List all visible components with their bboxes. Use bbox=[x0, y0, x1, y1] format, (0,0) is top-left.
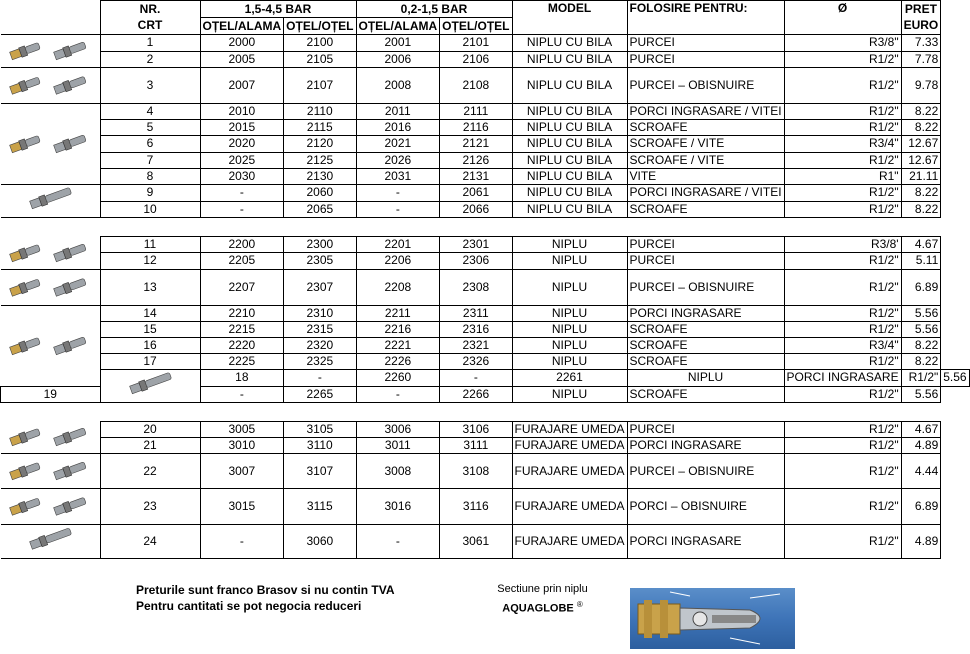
code-otel-otel-high: 2105 bbox=[284, 51, 356, 68]
usage-cell: SCROAFE bbox=[627, 353, 784, 369]
code-otel-otel-high: 2120 bbox=[284, 136, 356, 152]
code-otel-otel-high: 3060 bbox=[284, 525, 356, 559]
section-caption-brand: AQUAGLOBE bbox=[502, 602, 574, 615]
diameter-cell: R1/2" bbox=[784, 120, 901, 136]
model-cell: NIPLU bbox=[627, 369, 784, 386]
product-image-icon bbox=[1, 237, 101, 270]
code-otel-alama-high: - bbox=[200, 185, 284, 202]
header-sub-otel-alama-high: OȚEL/ALAMA bbox=[200, 18, 284, 35]
row-nr: 14 bbox=[100, 305, 200, 321]
code-otel-alama-low: 2031 bbox=[356, 168, 440, 184]
usage-cell: PORCI – OBISNUIRE bbox=[627, 489, 784, 525]
code-otel-alama-high: 2010 bbox=[200, 104, 284, 120]
code-otel-alama-low: 2221 bbox=[356, 337, 440, 353]
table-row bbox=[1, 35, 970, 52]
diameter-cell: R1/2" bbox=[784, 185, 901, 202]
code-otel-otel-low: 2116 bbox=[440, 120, 512, 136]
code-otel-otel-high: 2325 bbox=[284, 353, 356, 369]
nipple-section-image bbox=[630, 588, 795, 649]
table-row bbox=[1, 68, 970, 104]
code-otel-alama-low: 2026 bbox=[356, 152, 440, 168]
code-otel-alama-low: 2226 bbox=[356, 353, 440, 369]
table-row bbox=[1, 437, 970, 453]
diameter-cell: R1/2" bbox=[784, 305, 901, 321]
diameter-cell: R1/2" bbox=[784, 51, 901, 68]
model-cell: NIPLU CU BILA bbox=[512, 201, 627, 218]
price-cell: 8.22 bbox=[901, 104, 941, 120]
code-otel-alama-high: 2025 bbox=[200, 152, 284, 168]
code-otel-alama-high: 2205 bbox=[200, 253, 284, 269]
code-otel-alama-high: 2007 bbox=[200, 68, 284, 104]
usage-cell: PORCI INGRASARE / VITEI bbox=[627, 185, 784, 202]
price-cell: 5.56 bbox=[901, 386, 941, 402]
code-otel-otel-low: 2126 bbox=[440, 152, 512, 168]
code-otel-alama-high: 2210 bbox=[200, 305, 284, 321]
usage-cell: VITE bbox=[627, 168, 784, 184]
price-cell: 7.78 bbox=[901, 51, 941, 68]
code-otel-alama-low: 2211 bbox=[356, 305, 440, 321]
table-row bbox=[1, 321, 970, 337]
code-otel-otel-low: 2131 bbox=[440, 168, 512, 184]
row-nr: 20 bbox=[100, 421, 200, 437]
product-image-icon bbox=[1, 454, 101, 489]
row-nr: 6 bbox=[100, 136, 200, 152]
code-otel-otel-high: 2110 bbox=[284, 104, 356, 120]
diameter-cell: R1/2" bbox=[784, 353, 901, 369]
code-otel-alama-high: - bbox=[200, 525, 284, 559]
usage-cell: PORCI INGRASARE bbox=[627, 305, 784, 321]
code-otel-alama-low: 2208 bbox=[356, 269, 440, 305]
code-otel-otel-high: 2107 bbox=[284, 68, 356, 104]
code-otel-otel-low: 3111 bbox=[440, 437, 512, 453]
diameter-cell: R1/2" bbox=[784, 321, 901, 337]
row-nr: 24 bbox=[100, 525, 200, 559]
price-cell: 12.67 bbox=[901, 136, 941, 152]
header-folosire: FOLOSIRE PENTRU: bbox=[627, 1, 784, 35]
usage-cell: PORCI INGRASARE / VITEI bbox=[627, 104, 784, 120]
code-otel-otel-high: 2265 bbox=[284, 386, 356, 402]
price-note bbox=[136, 582, 395, 614]
diameter-cell: R1/2" bbox=[784, 152, 901, 168]
model-cell: NIPLU bbox=[512, 237, 627, 253]
code-otel-alama-high: 2207 bbox=[200, 269, 284, 305]
price-cell: 4.67 bbox=[901, 421, 941, 437]
table-row bbox=[1, 201, 970, 218]
table-row bbox=[1, 253, 970, 269]
code-otel-otel-high: 2300 bbox=[284, 237, 356, 253]
price-cell: 5.56 bbox=[901, 321, 941, 337]
product-image-icon bbox=[1, 421, 101, 454]
table-row bbox=[1, 305, 970, 321]
price-cell: 4.89 bbox=[901, 525, 941, 559]
product-image-icon bbox=[100, 369, 200, 402]
code-otel-alama-high: 2015 bbox=[200, 120, 284, 136]
price-cell: 8.22 bbox=[901, 201, 941, 218]
diameter-cell: R1" bbox=[784, 168, 901, 184]
code-otel-otel-low: 2306 bbox=[440, 253, 512, 269]
diameter-cell: R3/8' bbox=[784, 237, 901, 253]
section-gap bbox=[1, 218, 970, 237]
code-otel-alama-high: 2030 bbox=[200, 168, 284, 184]
model-cell: FURAJARE UMEDA bbox=[512, 489, 627, 525]
table-row bbox=[1, 168, 970, 184]
model-cell: NIPLU CU BILA bbox=[512, 35, 627, 52]
section-caption-line1: Sectiune prin niplu bbox=[497, 583, 588, 595]
model-cell: NIPLU CU BILA bbox=[512, 168, 627, 184]
usage-cell: SCROAFE / VITE bbox=[627, 152, 784, 168]
code-otel-otel-low: 2101 bbox=[440, 35, 512, 52]
usage-cell: SCROAFE bbox=[627, 386, 784, 402]
code-otel-otel-low: 2308 bbox=[440, 269, 512, 305]
diameter-cell: R1/2" bbox=[901, 369, 941, 386]
model-cell: NIPLU bbox=[512, 337, 627, 353]
model-cell: NIPLU bbox=[512, 353, 627, 369]
code-otel-otel-low: 2108 bbox=[440, 68, 512, 104]
price-cell: 8.22 bbox=[901, 120, 941, 136]
row-nr: 23 bbox=[100, 489, 200, 525]
row-nr: 17 bbox=[100, 353, 200, 369]
diameter-cell: R3/8" bbox=[784, 35, 901, 52]
diameter-cell: R1/2" bbox=[784, 489, 901, 525]
code-otel-alama-low: 2006 bbox=[356, 51, 440, 68]
price-cell: 5.56 bbox=[901, 305, 941, 321]
table-row bbox=[1, 237, 970, 253]
product-image-icon bbox=[1, 185, 101, 218]
row-nr: 8 bbox=[100, 168, 200, 184]
code-otel-alama-high: 2215 bbox=[200, 321, 284, 337]
row-nr: 11 bbox=[100, 237, 200, 253]
diameter-cell: R1/2" bbox=[784, 201, 901, 218]
code-otel-alama-low: 3016 bbox=[356, 489, 440, 525]
price-cell: 8.22 bbox=[901, 337, 941, 353]
model-cell: FURAJARE UMEDA bbox=[512, 525, 627, 559]
row-nr: 16 bbox=[100, 337, 200, 353]
code-otel-alama-low: 2008 bbox=[356, 68, 440, 104]
code-otel-alama-low: 2206 bbox=[356, 253, 440, 269]
code-otel-otel-high: 3110 bbox=[284, 437, 356, 453]
code-otel-alama-high: 3010 bbox=[200, 437, 284, 453]
code-otel-alama-low: 2021 bbox=[356, 136, 440, 152]
row-nr: 4 bbox=[100, 104, 200, 120]
code-otel-alama-high: 2220 bbox=[200, 337, 284, 353]
row-nr: 10 bbox=[100, 201, 200, 218]
diameter-cell: R3/4" bbox=[784, 337, 901, 353]
price-note-line1: Preturile sunt franco Brasov si nu contin TVA bbox=[136, 583, 395, 597]
usage-cell: SCROAFE bbox=[627, 201, 784, 218]
table-row bbox=[1, 269, 970, 305]
registered-mark: ® bbox=[576, 600, 583, 609]
header-range-high: 1,5-4,5 BAR bbox=[200, 1, 356, 18]
usage-cell: PORCI INGRASARE bbox=[784, 369, 901, 386]
code-otel-otel-high: 2315 bbox=[284, 321, 356, 337]
code-otel-otel-low: 2311 bbox=[440, 305, 512, 321]
code-otel-alama-low: 2201 bbox=[356, 237, 440, 253]
usage-cell: SCROAFE bbox=[627, 120, 784, 136]
product-image-icon bbox=[1, 269, 101, 305]
code-otel-otel-high: 2065 bbox=[284, 201, 356, 218]
price-note-line2: Pentru cantitati se pot negocia reduceri bbox=[136, 599, 362, 613]
code-otel-alama-high: 2020 bbox=[200, 136, 284, 152]
code-otel-otel-low: 2111 bbox=[440, 104, 512, 120]
usage-cell: PURCEI bbox=[627, 253, 784, 269]
product-image-icon bbox=[1, 104, 101, 185]
product-image-icon bbox=[1, 525, 101, 559]
usage-cell: PURCEI – OBISNUIRE bbox=[627, 68, 784, 104]
code-otel-otel-high: 3105 bbox=[284, 421, 356, 437]
usage-cell: PURCEI bbox=[627, 237, 784, 253]
section-caption bbox=[485, 582, 600, 617]
code-otel-alama-high: 2200 bbox=[200, 237, 284, 253]
code-otel-otel-low: 2326 bbox=[440, 353, 512, 369]
table-row bbox=[1, 136, 970, 152]
price-cell: 5.11 bbox=[901, 253, 941, 269]
header-sub-otel-alama-low: OȚEL/ALAMA bbox=[356, 18, 440, 35]
usage-cell: PURCEI bbox=[627, 51, 784, 68]
price-cell: 4.44 bbox=[901, 454, 941, 489]
model-cell: NIPLU bbox=[512, 253, 627, 269]
diameter-cell: R1/2" bbox=[784, 386, 901, 402]
code-otel-otel-high: 2130 bbox=[284, 168, 356, 184]
header-euro: EURO bbox=[901, 18, 941, 35]
table-row bbox=[1, 489, 970, 525]
code-otel-otel-high: 2307 bbox=[284, 269, 356, 305]
code-otel-otel-high: 2060 bbox=[284, 185, 356, 202]
table-row bbox=[1, 421, 970, 437]
diameter-cell: R1/2" bbox=[784, 269, 901, 305]
code-otel-alama-low: 2216 bbox=[356, 321, 440, 337]
price-cell: 5.56 bbox=[941, 369, 969, 386]
code-otel-otel-high: 2100 bbox=[284, 35, 356, 52]
table-row bbox=[1, 369, 970, 386]
row-nr: 3 bbox=[100, 68, 200, 104]
code-otel-otel-low: 2066 bbox=[440, 201, 512, 218]
table-row bbox=[1, 337, 970, 353]
diameter-cell: R1/2" bbox=[784, 253, 901, 269]
code-otel-otel-low: 2316 bbox=[440, 321, 512, 337]
header-sub-otel-otel-low: OȚEL/OȚEL bbox=[440, 18, 512, 35]
code-otel-alama-high: 3015 bbox=[200, 489, 284, 525]
usage-cell: PURCEI bbox=[627, 35, 784, 52]
model-cell: NIPLU CU BILA bbox=[512, 51, 627, 68]
row-nr: 15 bbox=[100, 321, 200, 337]
usage-cell: PURCEI – OBISNUIRE bbox=[627, 269, 784, 305]
code-otel-otel-low: 2266 bbox=[440, 386, 512, 402]
code-otel-otel-low: 2261 bbox=[512, 369, 627, 386]
header-model: MODEL bbox=[512, 1, 627, 35]
code-otel-otel-low: 2321 bbox=[440, 337, 512, 353]
usage-cell: PURCEI bbox=[627, 421, 784, 437]
header-pret: PRET bbox=[901, 1, 941, 18]
code-otel-alama-high: 2000 bbox=[200, 35, 284, 52]
table-row bbox=[1, 353, 970, 369]
usage-cell: PURCEI – OBISNUIRE bbox=[627, 454, 784, 489]
price-cell: 21.11 bbox=[901, 168, 941, 184]
model-cell: FURAJARE UMEDA bbox=[512, 421, 627, 437]
header-crt: CRT bbox=[100, 18, 200, 35]
model-cell: NIPLU bbox=[512, 305, 627, 321]
price-cell: 9.78 bbox=[901, 68, 941, 104]
usage-cell: SCROAFE / VITE bbox=[627, 136, 784, 152]
row-nr: 18 bbox=[200, 369, 284, 386]
row-nr: 12 bbox=[100, 253, 200, 269]
price-cell: 4.89 bbox=[901, 437, 941, 453]
price-cell: 8.22 bbox=[901, 353, 941, 369]
code-otel-otel-low: 3116 bbox=[440, 489, 512, 525]
table-row bbox=[1, 152, 970, 168]
price-cell: 12.67 bbox=[901, 152, 941, 168]
code-otel-otel-high: 2305 bbox=[284, 253, 356, 269]
model-cell: FURAJARE UMEDA bbox=[512, 437, 627, 453]
section-gap bbox=[1, 402, 970, 421]
code-otel-alama-high: - bbox=[200, 386, 284, 402]
diameter-cell: R1/2" bbox=[784, 454, 901, 489]
code-otel-alama-low: - bbox=[356, 185, 440, 202]
diameter-cell: R1/2" bbox=[784, 421, 901, 437]
price-cell: 7.33 bbox=[901, 35, 941, 52]
row-nr: 19 bbox=[1, 386, 101, 402]
code-otel-alama-high: 3005 bbox=[200, 421, 284, 437]
price-cell: 4.67 bbox=[901, 237, 941, 253]
row-nr: 22 bbox=[100, 454, 200, 489]
row-nr: 13 bbox=[100, 269, 200, 305]
code-otel-otel-low: 2121 bbox=[440, 136, 512, 152]
header-nr: NR. bbox=[100, 1, 200, 18]
code-otel-otel-low: 3106 bbox=[440, 421, 512, 437]
code-otel-alama-low: - bbox=[356, 525, 440, 559]
table-row bbox=[1, 525, 970, 559]
code-otel-otel-low: 2106 bbox=[440, 51, 512, 68]
code-otel-alama-high: 2005 bbox=[200, 51, 284, 68]
usage-cell: PORCI INGRASARE bbox=[627, 525, 784, 559]
code-otel-otel-low: 2301 bbox=[440, 237, 512, 253]
diameter-cell: R3/4" bbox=[784, 136, 901, 152]
code-otel-otel-high: 3107 bbox=[284, 454, 356, 489]
code-otel-otel-high: 2320 bbox=[284, 337, 356, 353]
model-cell: NIPLU CU BILA bbox=[512, 185, 627, 202]
model-cell: NIPLU bbox=[512, 386, 627, 402]
code-otel-otel-high: 2125 bbox=[284, 152, 356, 168]
code-otel-alama-low: 3011 bbox=[356, 437, 440, 453]
product-image-icon bbox=[1, 68, 101, 104]
code-otel-otel-low: 2061 bbox=[440, 185, 512, 202]
code-otel-alama-low: 2001 bbox=[356, 35, 440, 52]
code-otel-otel-high: 2260 bbox=[356, 369, 440, 386]
row-nr: 7 bbox=[100, 152, 200, 168]
price-cell: 8.22 bbox=[901, 185, 941, 202]
product-image-icon bbox=[1, 35, 101, 68]
model-cell: NIPLU bbox=[512, 269, 627, 305]
usage-cell: PORCI INGRASARE bbox=[627, 437, 784, 453]
code-otel-alama-high: - bbox=[200, 201, 284, 218]
code-otel-otel-high: 2310 bbox=[284, 305, 356, 321]
product-image-icon bbox=[1, 489, 101, 525]
model-cell: NIPLU CU BILA bbox=[512, 68, 627, 104]
table-row bbox=[1, 120, 970, 136]
code-otel-otel-low: 3061 bbox=[440, 525, 512, 559]
code-otel-otel-high: 2115 bbox=[284, 120, 356, 136]
model-cell: NIPLU bbox=[512, 321, 627, 337]
code-otel-alama-low: - bbox=[440, 369, 512, 386]
model-cell: NIPLU CU BILA bbox=[512, 120, 627, 136]
table-row bbox=[1, 454, 970, 489]
header-diameter: Ø bbox=[784, 1, 901, 35]
table-row bbox=[1, 51, 970, 68]
code-otel-alama-high: 2225 bbox=[200, 353, 284, 369]
diameter-cell: R1/2" bbox=[784, 68, 901, 104]
nipple-cross-section-icon bbox=[630, 588, 795, 649]
header-range-low: 0,2-1,5 BAR bbox=[356, 1, 512, 18]
code-otel-alama-low: 3006 bbox=[356, 421, 440, 437]
row-nr: 21 bbox=[100, 437, 200, 453]
usage-cell: SCROAFE bbox=[627, 337, 784, 353]
row-nr: 5 bbox=[100, 120, 200, 136]
code-otel-otel-low: 3108 bbox=[440, 454, 512, 489]
price-cell: 6.89 bbox=[901, 269, 941, 305]
code-otel-alama-high: - bbox=[284, 369, 356, 386]
header-sub-otel-otel-high: OȚEL/OȚEL bbox=[284, 18, 356, 35]
model-cell: NIPLU CU BILA bbox=[512, 152, 627, 168]
row-nr: 9 bbox=[100, 185, 200, 202]
code-otel-otel-high: 3115 bbox=[284, 489, 356, 525]
code-otel-alama-low: - bbox=[356, 201, 440, 218]
code-otel-alama-low: 3008 bbox=[356, 454, 440, 489]
code-otel-alama-low: 2016 bbox=[356, 120, 440, 136]
price-cell: 6.89 bbox=[901, 489, 941, 525]
code-otel-alama-low: 2011 bbox=[356, 104, 440, 120]
diameter-cell: R1/2" bbox=[784, 104, 901, 120]
code-otel-alama-low: - bbox=[356, 386, 440, 402]
table-row bbox=[1, 185, 970, 202]
code-otel-alama-high: 3007 bbox=[200, 454, 284, 489]
model-cell: FURAJARE UMEDA bbox=[512, 454, 627, 489]
diameter-cell: R1/2" bbox=[784, 525, 901, 559]
model-cell: NIPLU CU BILA bbox=[512, 136, 627, 152]
diameter-cell: R1/2" bbox=[784, 437, 901, 453]
table-row bbox=[1, 104, 970, 120]
row-nr: 1 bbox=[100, 35, 200, 52]
usage-cell: SCROAFE bbox=[627, 321, 784, 337]
product-image-icon bbox=[1, 305, 101, 386]
row-nr: 2 bbox=[100, 51, 200, 68]
model-cell: NIPLU CU BILA bbox=[512, 104, 627, 120]
